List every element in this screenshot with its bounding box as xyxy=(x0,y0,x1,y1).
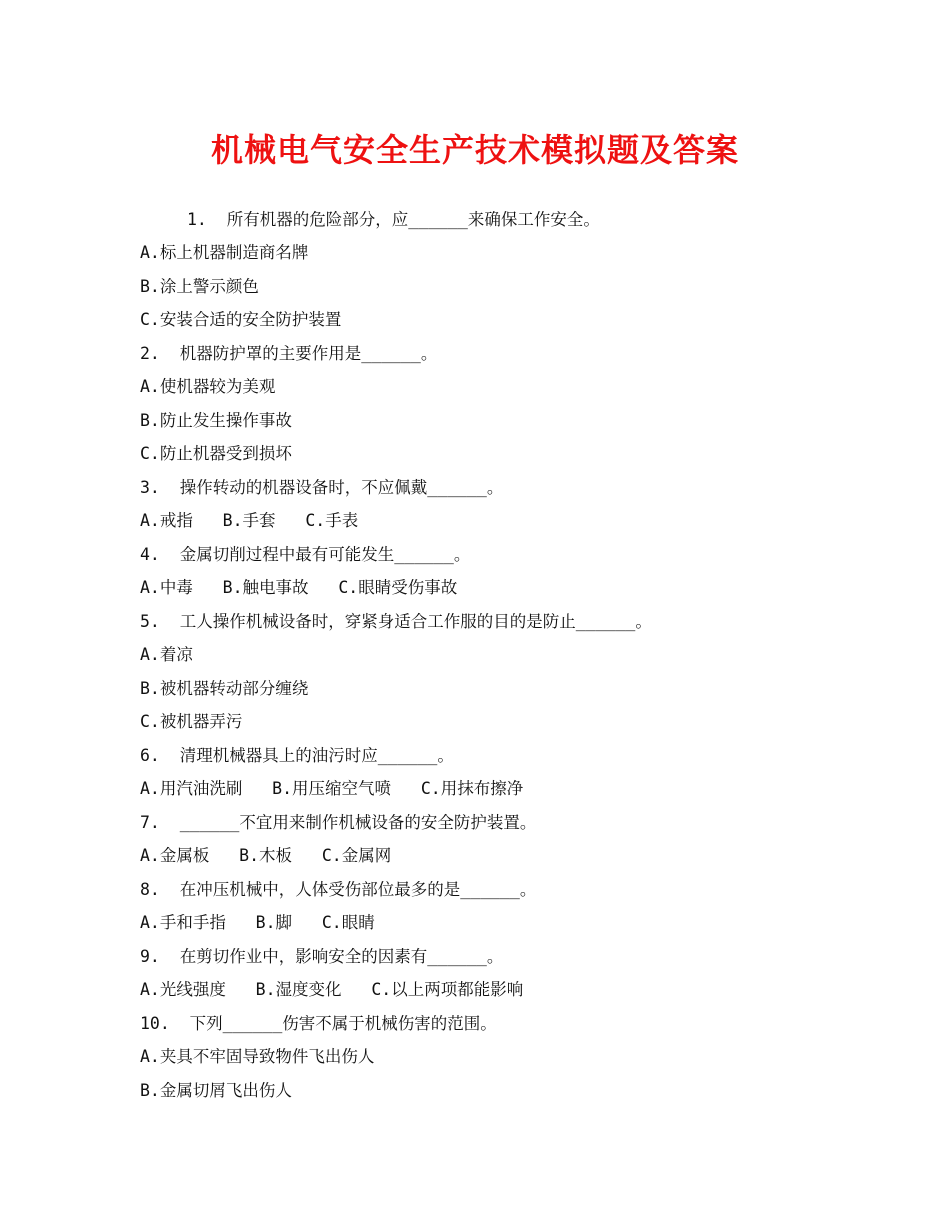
question-7: 7. ______不宜用来制作机械设备的安全防护装置。 xyxy=(140,813,537,832)
question-6: 6. 清理机械器具上的油污时应______。 xyxy=(140,746,454,765)
question-1-option-c: C.安装合适的安全防护装置 xyxy=(140,310,342,329)
question-9: 9. 在剪切作业中，影响安全的因素有______。 xyxy=(140,947,504,966)
question-5-option-a: A.着凉 xyxy=(140,645,193,664)
question-1-option-a: A.标上机器制造商名牌 xyxy=(140,243,309,262)
question-2-option-b: B.防止发生操作事故 xyxy=(140,411,292,430)
question-5-option-c: C.被机器弄污 xyxy=(140,712,243,731)
question-3: 3. 操作转动的机器设备时，不应佩戴______。 xyxy=(140,478,504,497)
question-3-options: A.戒指 B.手套 C.手表 xyxy=(140,511,359,530)
question-4-options: A.中毒 B.触电事故 C.眼睛受伤事故 xyxy=(140,578,458,597)
question-6-options: A.用汽油洗刷 B.用压缩空气喷 C.用抹布擦净 xyxy=(140,779,524,798)
question-7-options: A.金属板 B.木板 C.金属网 xyxy=(140,846,392,865)
question-10-option-b: B.金属切屑飞出伤人 xyxy=(140,1081,292,1100)
question-1: 1. 所有机器的危险部分，应______来确保工作安全。 xyxy=(187,210,600,229)
question-2: 2. 机器防护罩的主要作用是______。 xyxy=(140,344,438,363)
question-5-option-b: B.被机器转动部分缠绕 xyxy=(140,679,309,698)
question-1-option-b: B.涂上警示颜色 xyxy=(140,277,259,296)
question-8-options: A.手和手指 B.脚 C.眼睛 xyxy=(140,913,375,932)
question-9-options: A.光线强度 B.湿度变化 C.以上两项都能影响 xyxy=(140,980,524,999)
question-10-option-a: A.夹具不牢固导致物件飞出伤人 xyxy=(140,1047,375,1066)
question-2-option-c: C.防止机器受到损坏 xyxy=(140,444,292,463)
document-title: 机械电气安全生产技术模拟题及答案 xyxy=(210,131,739,169)
question-4: 4. 金属切削过程中最有可能发生______。 xyxy=(140,545,471,564)
question-2-option-a: A.使机器较为美观 xyxy=(140,377,276,396)
question-8: 8. 在冲压机械中，人体受伤部位最多的是______。 xyxy=(140,880,537,899)
question-10: 10. 下列______伤害不属于机械伤害的范围。 xyxy=(140,1014,497,1033)
question-5: 5. 工人操作机械设备时，穿紧身适合工作服的目的是防止______。 xyxy=(140,612,652,631)
